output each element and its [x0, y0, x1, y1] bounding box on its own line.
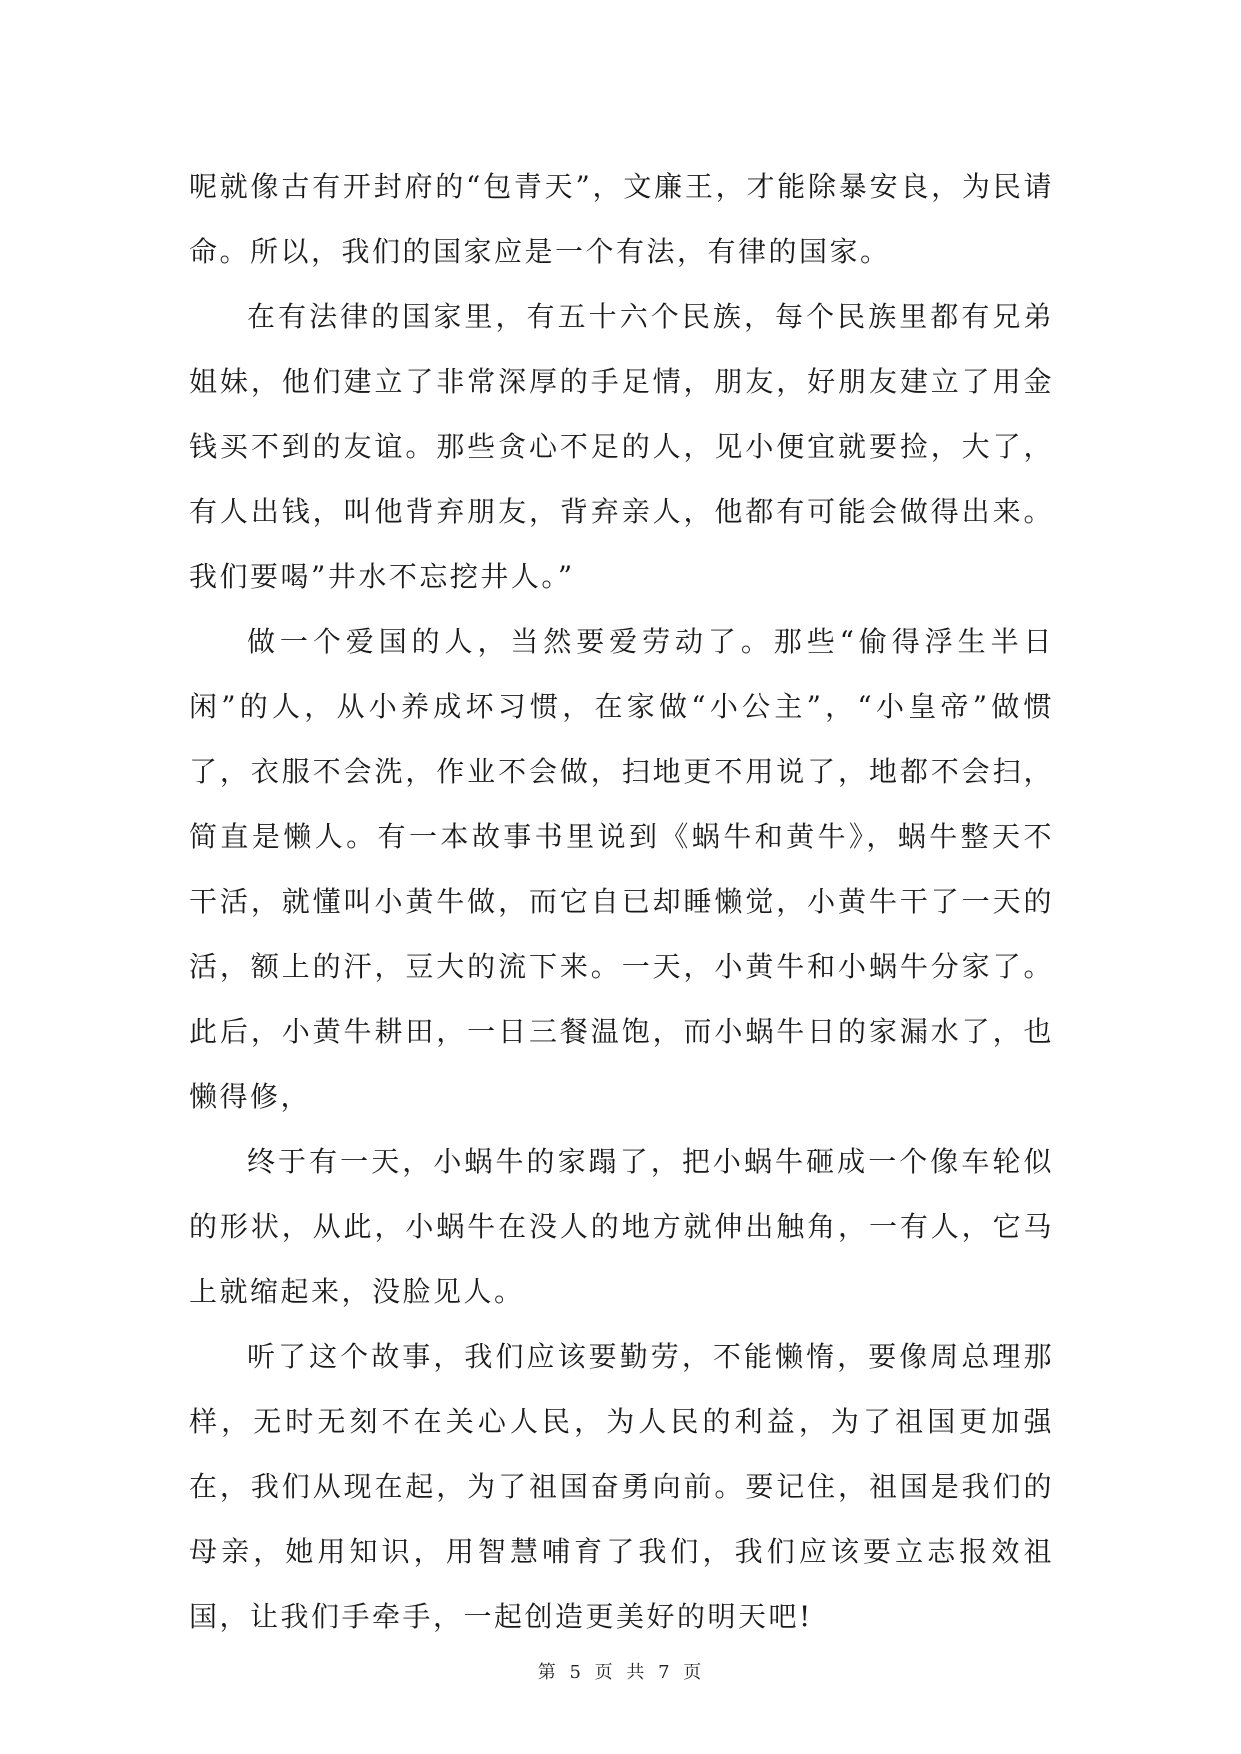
paragraph-continuation: 呢就像古有开封府的“包青天”，文廉王，才能除暴安良，为民请命。所以，我们的国家应是一个有法，有律的国家。: [189, 170, 1054, 268]
page-footer: 第 5 页 共 7 页: [537, 1662, 704, 1683]
paragraph-law-country: 在有法律的国家里，有五十六个民族，每个民族里都有兄弟姐妹，他们建立了非常深厚的手足情，朋友，好朋友建立了用金钱买不到的友谊。那些贪心不足的人，见小便宜就要捡，大了，有人出钱，叫他背弃朋友，背弃亲人，他都有可能会做得出来。我们要喝”井水不忘挖井人。”: [189, 300, 1054, 593]
paragraph-snail-story: 终于有一天，小蜗牛的家蹋了，把小蜗牛砸成一个像车轮似的形状，从此，小蜗牛在没人的地方就伸出触角，一有人，它马上就缩起来，没脸见人。: [189, 1145, 1054, 1308]
paragraph-love-labor: 做一个爱国的人，当然要爱劳动了。那些“偷得浮生半日闲”的人，从小养成坏习惯，在家做“小公主”，“小皇帝”做惯了，衣服不会洗，作业不会做，扫地更不用说了，地都不会扫，简直是懒人。有一本故事书里说到《蜗牛和黄牛》，蜗牛整天不干活，就懂叫小黄牛做，而它自已却睡懒觉，小黄牛干了一天的活，额上的汗，豆大的流下来。一天，小黄牛和小蜗牛分家了。此后，小黄牛耕田，一日三餐温饱，而小蜗牛日的家漏水了，也懒得修，: [189, 625, 1054, 1113]
document-body: [189, 154, 1054, 1649]
paragraph-conclusion: 听了这个故事，我们应该要勤劳，不能懒惰，要像周总理那样，无时无刻不在关心人民，为人民的利益，为了祖国更加强在，我们从现在起，为了祖国奋勇向前。要记住，祖国是我们的母亲，她用知识，用智慧哺育了我们，我们应该要立志报效祖国，让我们手牵手，一起创造更美好的明天吧!: [189, 1340, 1054, 1633]
